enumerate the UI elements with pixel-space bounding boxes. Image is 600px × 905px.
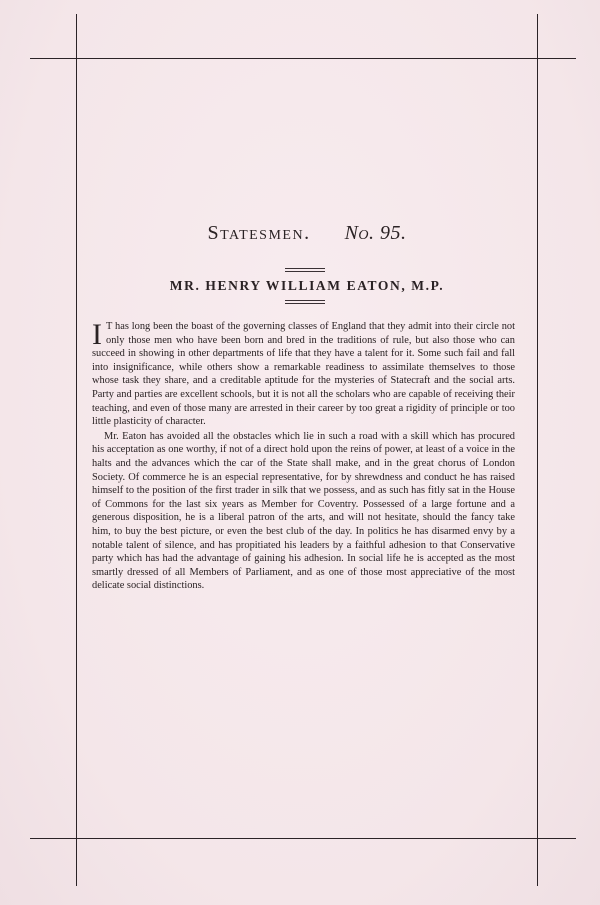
paragraph-1-text: T has long been the boast of the governing classes of England that they admit into their circle not only those men who have been born and bred in the traditions of rule, but also those who can succeed in showing in other departments of life that they have a talent for it. Some such fail and fall into insignificance, while others show a remarkable readiness to assimilate themselves to those whose task they share, and a creditable aptitude for the mysteries of Statecraft and the social arts. Party and parties are excellent schools, but it is not all the scholars who are capable of receiving their teaching, and even of those many are arrested in their career by too great a rigidity of principle or too little plasticity of character. (92, 321, 515, 428)
border-rule-top (30, 58, 576, 59)
paragraph-2: Mr. Eaton has avoided all the obstacles which lie in such a road with a skill which has procured his acceptation as one worthy, if not of a direct hold upon the reins of power, at least of a voice in the halts and the advances which the car of the State shall make, and in the great chorus of London Society. Of commerce he is an especial representative, for by shrewdness and conduct he has raised himself to the position of the first trader in silk that we possess, and as such has fitly sat in the House of Commons for the last six years as Member for Coventry. Possessed of a large fortune and a generous disposition, he is a liberal patron of the arts, and will not hesitate, should the fancy take him, to buy the best picture, or even the best club of the day. In politics he has disarmed envy by a notable talent of silence, and has propitiated his leaders by a faithful adhesion to that Conservative party which has had the advantage of gaining his adhesion. In social life he is accepted as the most smartly dressed of all Members of Parliament, and as one of those most appreciative of the most delicate social distinctions. (92, 430, 515, 592)
article-body (92, 320, 515, 593)
article-title: MR. HENRY WILLIAM EATON, M.P. (169, 278, 445, 293)
border-rule-bottom (30, 838, 576, 839)
border-rule-left (76, 14, 77, 886)
drop-cap: I (92, 318, 102, 351)
series-heading (80, 222, 534, 245)
border-rule-right (537, 14, 538, 886)
series-number: No. 95. (344, 222, 407, 244)
paragraph-1 (92, 320, 515, 429)
series-label: Statesmen. (207, 222, 311, 244)
